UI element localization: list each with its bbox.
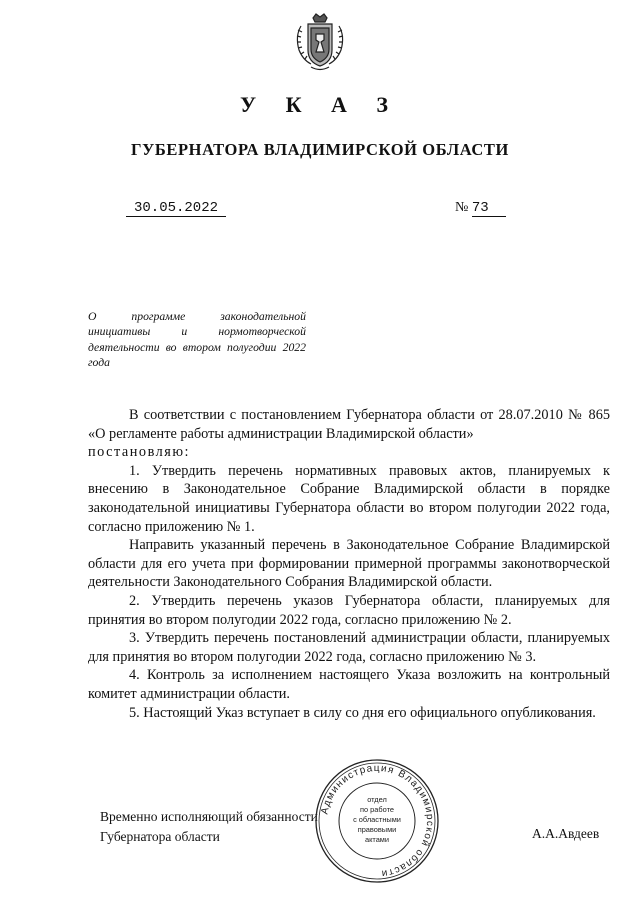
stamp-line-2: по работе bbox=[360, 805, 394, 814]
official-stamp bbox=[314, 758, 440, 884]
stamp-ring-text: Администрация Владимирской области bbox=[319, 762, 436, 879]
issuer-title: ГУБЕРНАТОРА ВЛАДИМИРСКОЙ ОБЛАСТИ bbox=[131, 140, 509, 159]
intro-paragraph: В соответствии с постановлением Губернатора области от 28.07.2010 № 865 «О регламенте работы администрации Владимирской области» bbox=[88, 407, 610, 442]
item-1: 1. Утвердить перечень нормативных правовых актов, планируемых к внесению в Законодательное Собрание Владимирской области в порядке законодательной инициативы Губернатора области во втором полугодии 2022 года, согласно приложению № 1. bbox=[88, 462, 610, 535]
decree-date: 30.05.2022 bbox=[126, 200, 226, 217]
stamp-line-4: правовыми bbox=[357, 825, 397, 834]
item-1-extra: Направить указанный перечень в Законодательное Собрание Владимирской области для его учета при формировании примерной программы законотворческой деятельности Законодательного Собрания Владимирской области. bbox=[88, 537, 610, 591]
decree-number-block bbox=[455, 200, 506, 217]
signatory-title-line-1: Временно исполняющий обязанности bbox=[100, 809, 318, 824]
decree-subject: О программе законодательной инициативы и нормотворческой деятельности во втором полугодии 2022 года bbox=[88, 310, 306, 370]
coat-of-arms-emblem bbox=[291, 12, 349, 72]
item-4: 4. Контроль за исполнением настоящего Указа возложить на контрольный комитет администрации области. bbox=[88, 667, 610, 702]
number-prefix: № bbox=[455, 200, 469, 215]
stamp-line-3: с областными bbox=[353, 815, 401, 824]
stamp-line-1: отдел bbox=[367, 795, 387, 804]
decree-number: 73 bbox=[472, 200, 506, 217]
signatory-title-line-2: Губернатора области bbox=[100, 829, 220, 844]
decree-body bbox=[88, 406, 610, 722]
document-title: У К А З bbox=[239, 92, 401, 117]
stamp-line-5: актами bbox=[364, 835, 390, 844]
signatory-title bbox=[100, 807, 318, 847]
item-3: 3. Утвердить перечень постановлений администрации области, планируемых для принятия во втором полугодии 2022 года, согласно приложению № 3. bbox=[88, 630, 610, 665]
item-2: 2. Утвердить перечень указов Губернатора области, планируемых для принятия во втором полугодии 2022 года, согласно приложению № 2. bbox=[88, 592, 610, 628]
decree-verb: постановляю: bbox=[88, 444, 190, 461]
item-5: 5. Настоящий Указ вступает в силу со дня его официального опубликования. bbox=[129, 704, 596, 721]
signatory-name: А.А.Авдеев bbox=[532, 826, 600, 841]
